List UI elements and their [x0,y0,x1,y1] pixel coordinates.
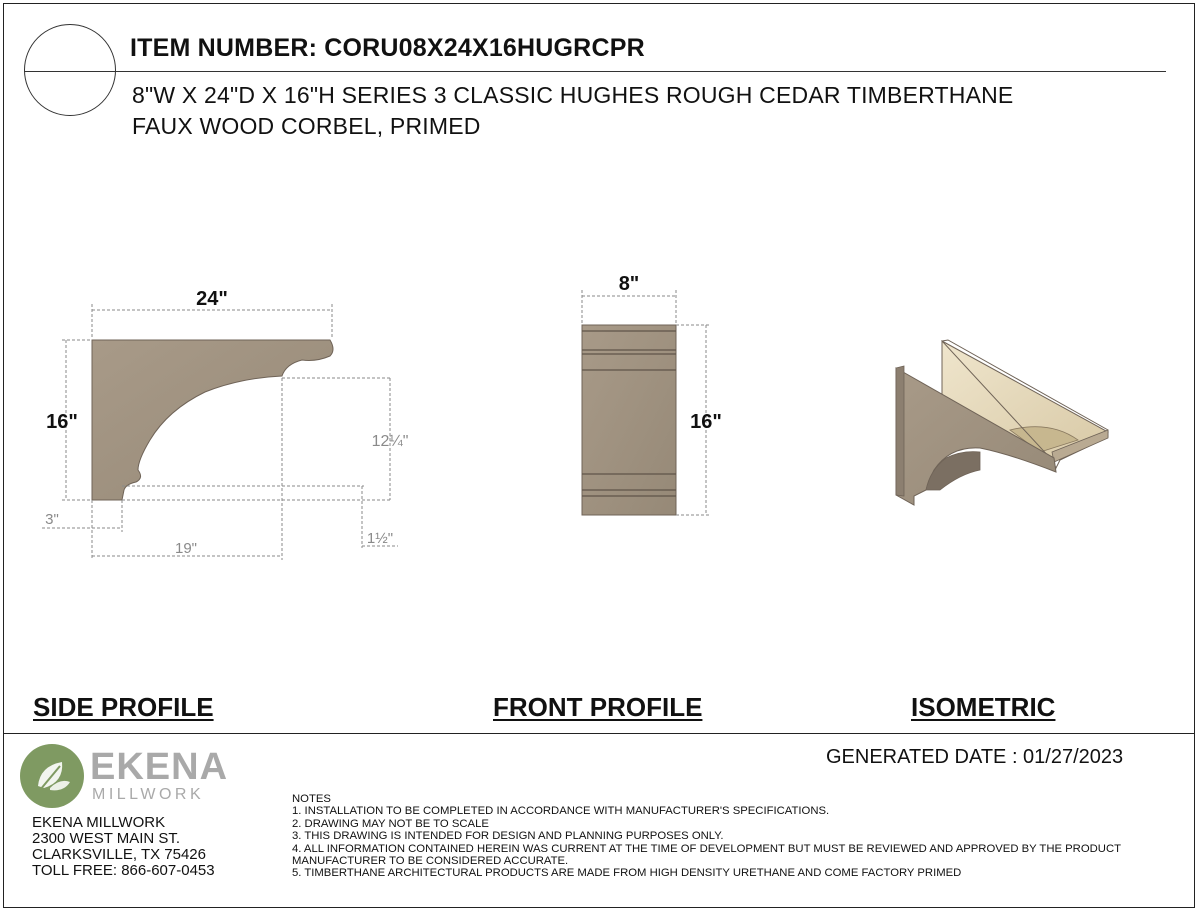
generated-date: GENERATED DATE : 01/27/2023 [826,746,1124,768]
address-line: CLARKSVILLE, TX 75426 [32,846,206,863]
side-dim-inner-height: 12¼" [371,433,409,450]
isometric-drawing [896,340,1108,505]
front-dim-width: 8" [618,273,640,295]
side-dim-bottom-depth: 19" [174,540,198,557]
note-item: 2. DRAWING MAY NOT BE TO SCALE [292,817,489,830]
side-dim-height: 16" [46,411,78,433]
side-dim-toe: 3" [45,511,59,528]
note-item: 5. TIMBERTHANE ARCHITECTURAL PRODUCTS ARE MADE FROM HIGH DENSITY URETHANE AND COME FACTORY PRIMED [292,867,962,880]
note-item: 3. THIS DRAWING IS INTENDED FOR DESIGN AND PLANNING PURPOSES ONLY. [292,830,724,843]
note-item: 1. INSTALLATION TO BE COMPLETED IN ACCORDANCE WITH MANUFACTURER'S SPECIFICATIONS. [292,805,830,818]
front-profile-label: FRONT PROFILE [493,692,703,722]
isometric-label: ISOMETRIC [911,692,1056,722]
side-profile-shape [92,340,333,500]
side-profile-label: SIDE PROFILE [33,692,214,722]
brand-name: EKENA [90,746,229,788]
front-profile-drawing [582,273,722,515]
address-line: TOLL FREE: 866-607-0453 [32,862,215,879]
side-profile-drawing [42,288,408,560]
brand-subtitle: MILLWORK [92,786,205,803]
company-address [32,815,215,879]
notes-title: NOTES [292,793,331,805]
side-dim-width: 24" [196,288,228,310]
note-item: 4. ALL INFORMATION CONTAINED HEREIN WAS CURRENT AT THE TIME OF DEVELOPMENT BUT MUST BE REVIEWED AND APPROVED BY THE PRODUCT MANUFACTURER TO BE CONSIDERED ACCURATE. [292,842,1121,868]
address-line: 2300 WEST MAIN ST. [32,830,181,847]
description-line-1: 8"W X 24"D X 16"H SERIES 3 CLASSIC HUGHES ROUGH CEDAR TIMBERTHANE [132,82,1014,108]
front-dim-height: 16" [690,411,722,433]
side-dim-lip: 1½" [366,530,394,547]
address-line: EKENA MILLWORK [32,814,166,831]
notes-block [292,793,1152,880]
item-number: ITEM NUMBER: CORU08X24X16HUGRCPR [130,34,645,62]
description-line-2: FAUX WOOD CORBEL, PRIMED [132,113,481,139]
footer-rule [3,733,1195,734]
leaf-logo-icon [20,744,84,808]
